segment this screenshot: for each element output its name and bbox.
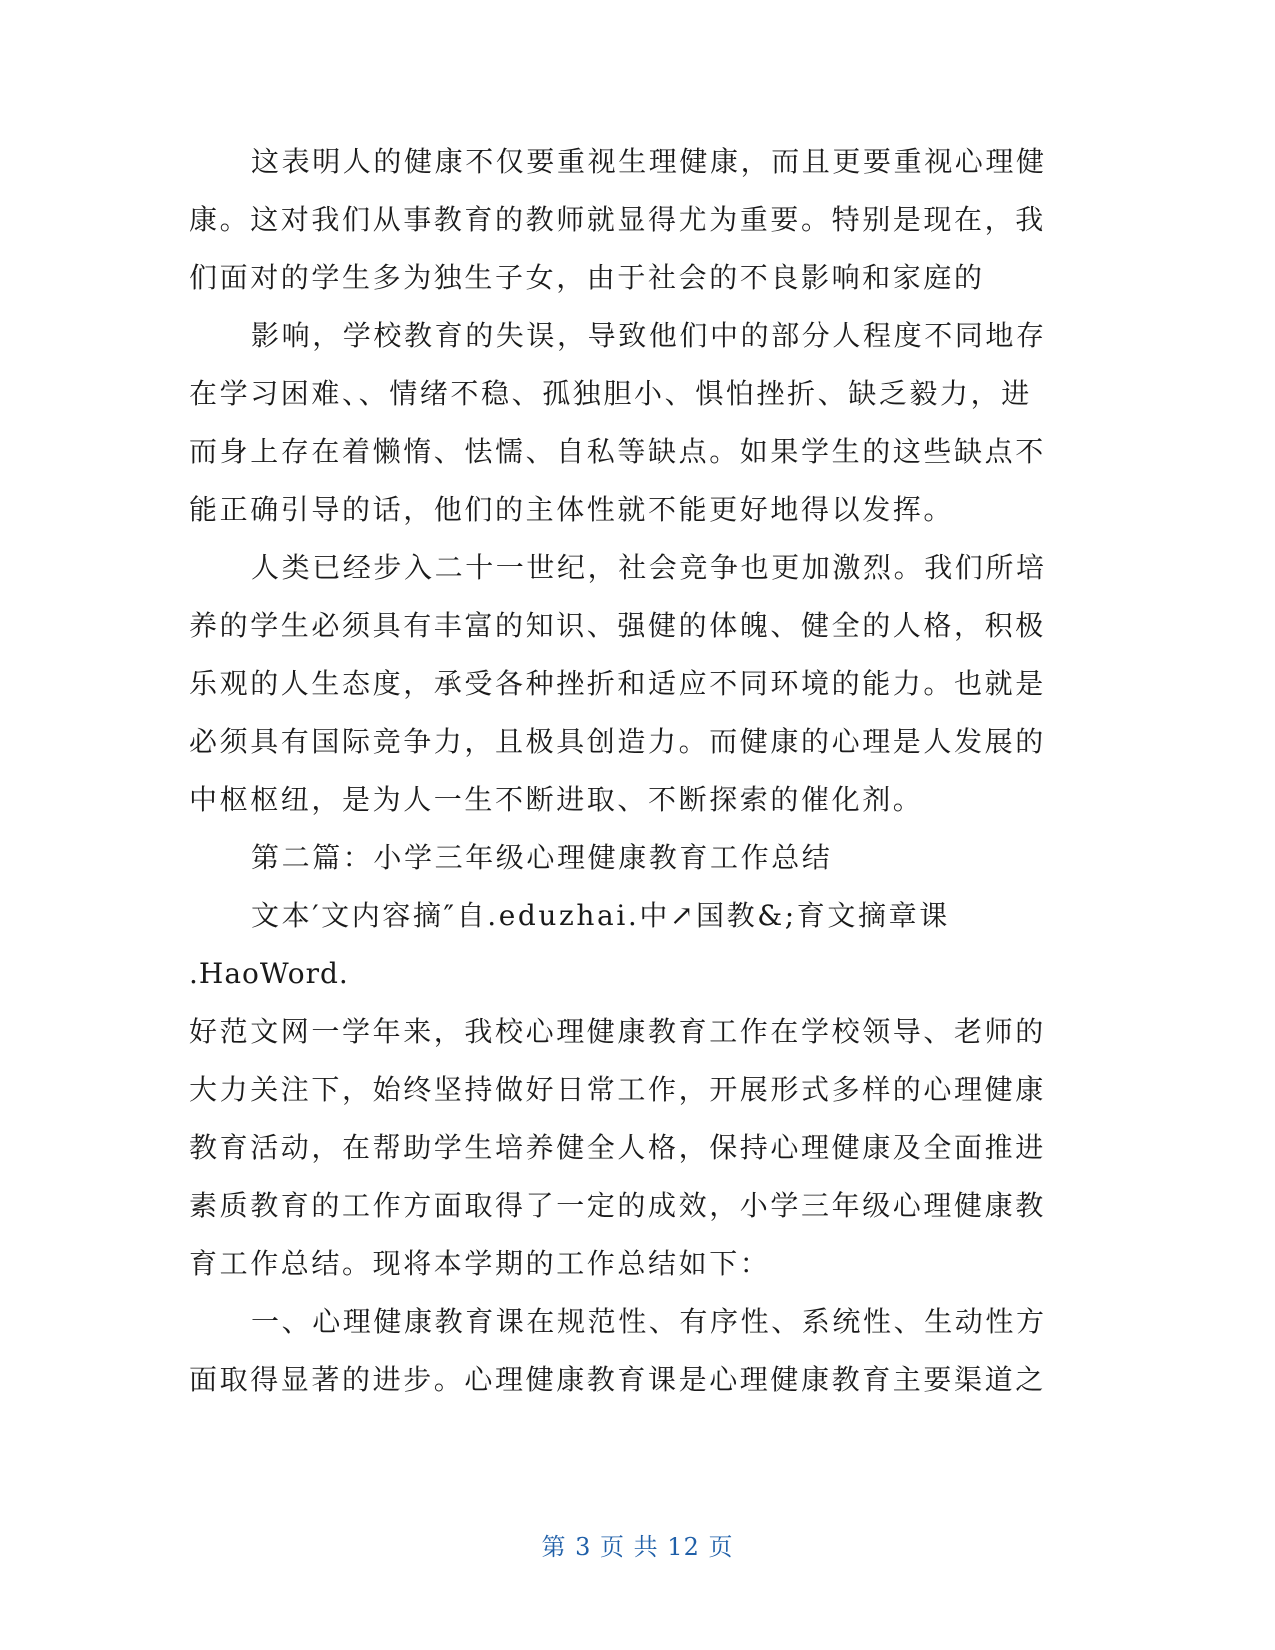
text-line: 养的学生必须具有丰富的知识、强健的体魄、健全的人格，积极 [189,609,1046,642]
text-line: 能正确引导的话，他们的主体性就不能更好地得以发挥。 [189,493,955,526]
text-line: 育工作总结。现将本学期的工作总结如下： [189,1247,771,1280]
text-line: 素质教育的工作方面取得了一定的成效，小学三年级心理健康教 [189,1189,1046,1222]
text-line: 影响，学校教育的失误，导致他们中的部分人程度不同地存 [251,319,1047,352]
text-line: 中枢枢纽，是为人一生不断进取、不断探索的催化剂。 [189,783,924,816]
section-heading: 第二篇：小学三年级心理健康教育工作总结 [251,841,833,874]
text-line: 面取得显著的进步。心理健康教育课是心理健康教育主要渠道之 [189,1363,1046,1396]
text-line: 而身上存在着懒惰、怯懦、自私等缺点。如果学生的这些缺点不 [189,435,1046,468]
source-note: .HaoWord. [189,957,349,990]
source-note: 文本′文内容摘″自.eduzhai.中↗国教&;育文摘章课 [251,899,950,932]
page-number: 第 3 页 共 12 页 [541,1533,734,1561]
text-line: 一、心理健康教育课在规范性、有序性、系统性、生动性方 [251,1305,1047,1338]
text-line: 大力关注下，始终坚持做好日常工作，开展形式多样的心理健康 [189,1073,1046,1106]
text-line: 康。这对我们从事教育的教师就显得尤为重要。特别是现在，我 [189,203,1046,236]
text-line: 必须具有国际竞争力，且极具创造力。而健康的心理是人发展的 [189,725,1046,758]
text-line: 好范文网一学年来，我校心理健康教育工作在学校领导、老师的 [189,1015,1046,1048]
text-line: 这表明人的健康不仅要重视生理健康，而且更要重视心理健 [251,145,1047,178]
text-line: 乐观的人生态度，承受各种挫折和适应不同环境的能力。也就是 [189,667,1046,700]
text-line: 教育活动，在帮助学生培养健全人格，保持心理健康及全面推进 [189,1131,1046,1164]
text-line: 人类已经步入二十一世纪，社会竞争也更加激烈。我们所培 [251,551,1047,584]
text-line: 在学习困难、、情绪不稳、孤独胆小、惧怕挫折、缺乏毅力，进 [189,377,1032,410]
text-line: 们面对的学生多为独生子女，由于社会的不良影响和家庭的 [189,261,985,294]
